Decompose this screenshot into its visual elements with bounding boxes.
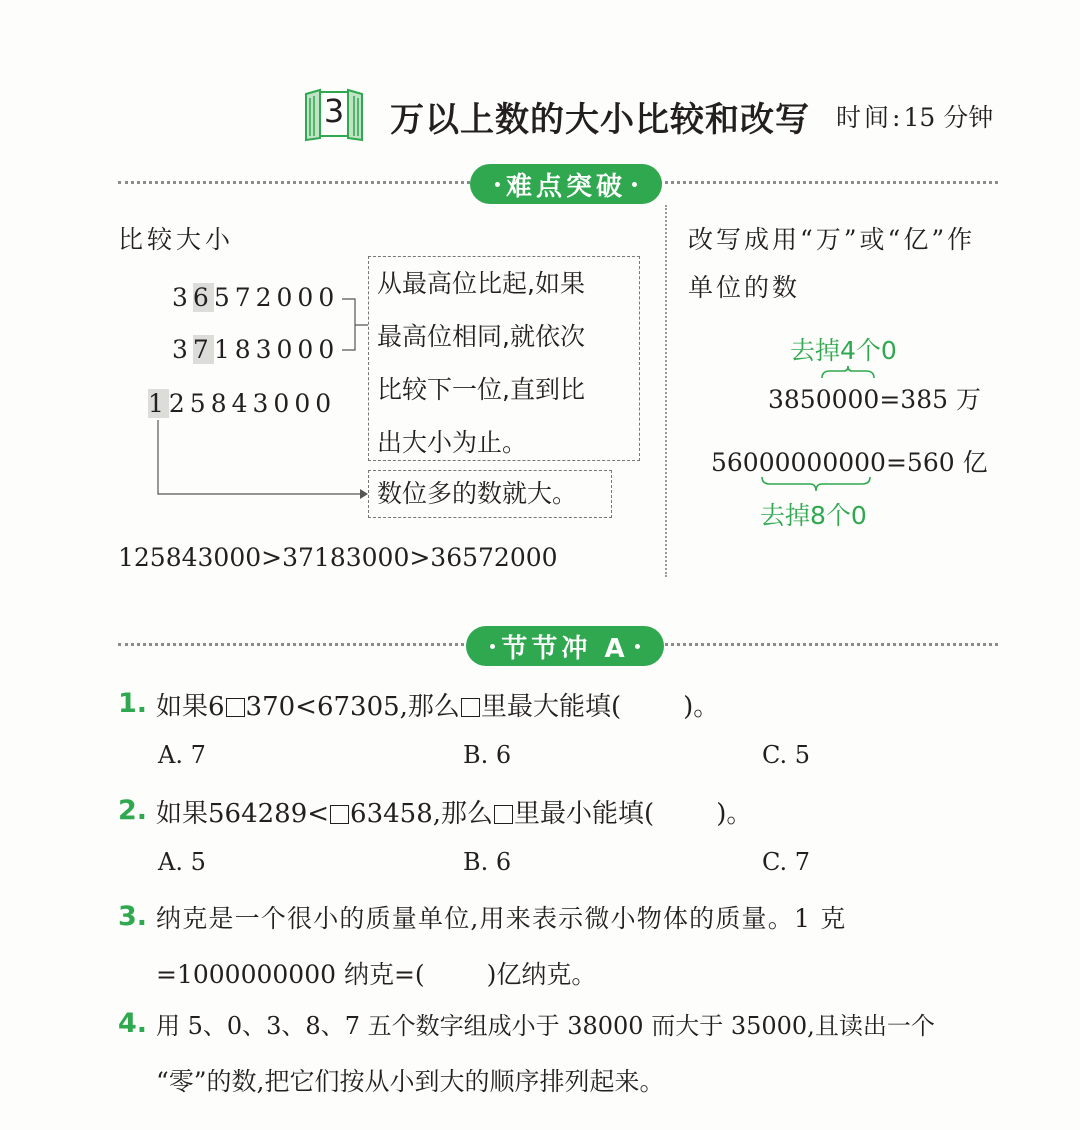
- question-number: 3.: [118, 901, 148, 932]
- brace-over-icon: [820, 364, 876, 380]
- question-2-text: 如果564289< 63458,那么 里最小能填( )。: [156, 799, 753, 829]
- rewrite-title-line2: 单位的数: [688, 273, 801, 302]
- question-number: 4.: [118, 1008, 148, 1039]
- option[interactable]: A. 7: [158, 741, 206, 769]
- option[interactable]: C. 7: [762, 848, 811, 876]
- question-4-line1: 用 5、0、3、8、7 五个数字组成小于 38000 而大于 35000,且读出一个: [156, 1012, 935, 1040]
- rewrite-note-2: 去掉8个0: [760, 501, 867, 530]
- section2-heading-text: 节节冲 A: [501, 633, 629, 664]
- question-number: 1.: [118, 688, 148, 719]
- blank-square-icon: [461, 698, 480, 717]
- question-4-line2: “零”的数,把它们按从小到大的顺序排列起来。: [156, 1067, 665, 1096]
- option[interactable]: A. 5: [158, 848, 206, 876]
- compare-result: 125843000>37183000>36572000: [118, 543, 558, 572]
- time-label: 时间:: [836, 103, 904, 132]
- rule-box: [368, 256, 640, 461]
- rule-line: 最高位相同,就依次: [377, 322, 585, 351]
- section2-heading: [466, 626, 664, 666]
- question-3-line1: 纳克是一个很小的质量单位,用来表示微小物体的质量。1 克: [156, 904, 847, 933]
- rewrite-note-1: 去掉4个0: [790, 336, 897, 365]
- rule-digit-count: 数位多的数就大。: [377, 479, 578, 508]
- rewrite-equation-1: 3850000=385 万: [768, 385, 981, 414]
- section1-heading: [470, 164, 662, 204]
- rule-line: 出大小为止。: [377, 428, 528, 457]
- question-number: 2.: [118, 795, 148, 826]
- rule-line: 比较下一位,直到比: [377, 375, 585, 404]
- compare-connector-lines: [150, 280, 370, 500]
- time-value: 15 分钟: [903, 103, 994, 132]
- rewrite-equation-2: 56000000000=560 亿: [711, 448, 988, 477]
- compare-number-1: 36572000: [172, 283, 340, 312]
- question-3-line2: =1000000000 纳克=( )亿纳克。: [156, 960, 597, 989]
- option[interactable]: B. 6: [463, 848, 512, 876]
- rewrite-title: [688, 216, 975, 312]
- rewrite-title-line1: 改写成用“万”或“亿”作: [688, 225, 976, 254]
- compare-number-3: 125843000: [148, 389, 337, 418]
- rule-box-2: [368, 470, 612, 518]
- option[interactable]: B. 6: [463, 741, 512, 769]
- section1-heading-text: 难点突破: [505, 171, 626, 202]
- blank-square-icon: [330, 805, 349, 824]
- rule-line: 从最高位比起,如果: [377, 269, 585, 298]
- option[interactable]: C. 5: [762, 741, 811, 769]
- compare-number-2: 37183000: [172, 335, 340, 364]
- blank-square-icon: [494, 805, 513, 824]
- brace-under-icon: [760, 475, 872, 493]
- column-divider: [665, 205, 667, 577]
- lesson-number: 3: [323, 92, 345, 130]
- question-1-text: 如果6 370<67305,那么 里最大能填( )。: [156, 692, 720, 722]
- blank-square-icon: [226, 698, 245, 717]
- time-limit: [836, 98, 993, 134]
- lesson-title: 万以上数的大小比较和改写: [390, 100, 810, 140]
- compare-label: 比较大小: [118, 225, 235, 254]
